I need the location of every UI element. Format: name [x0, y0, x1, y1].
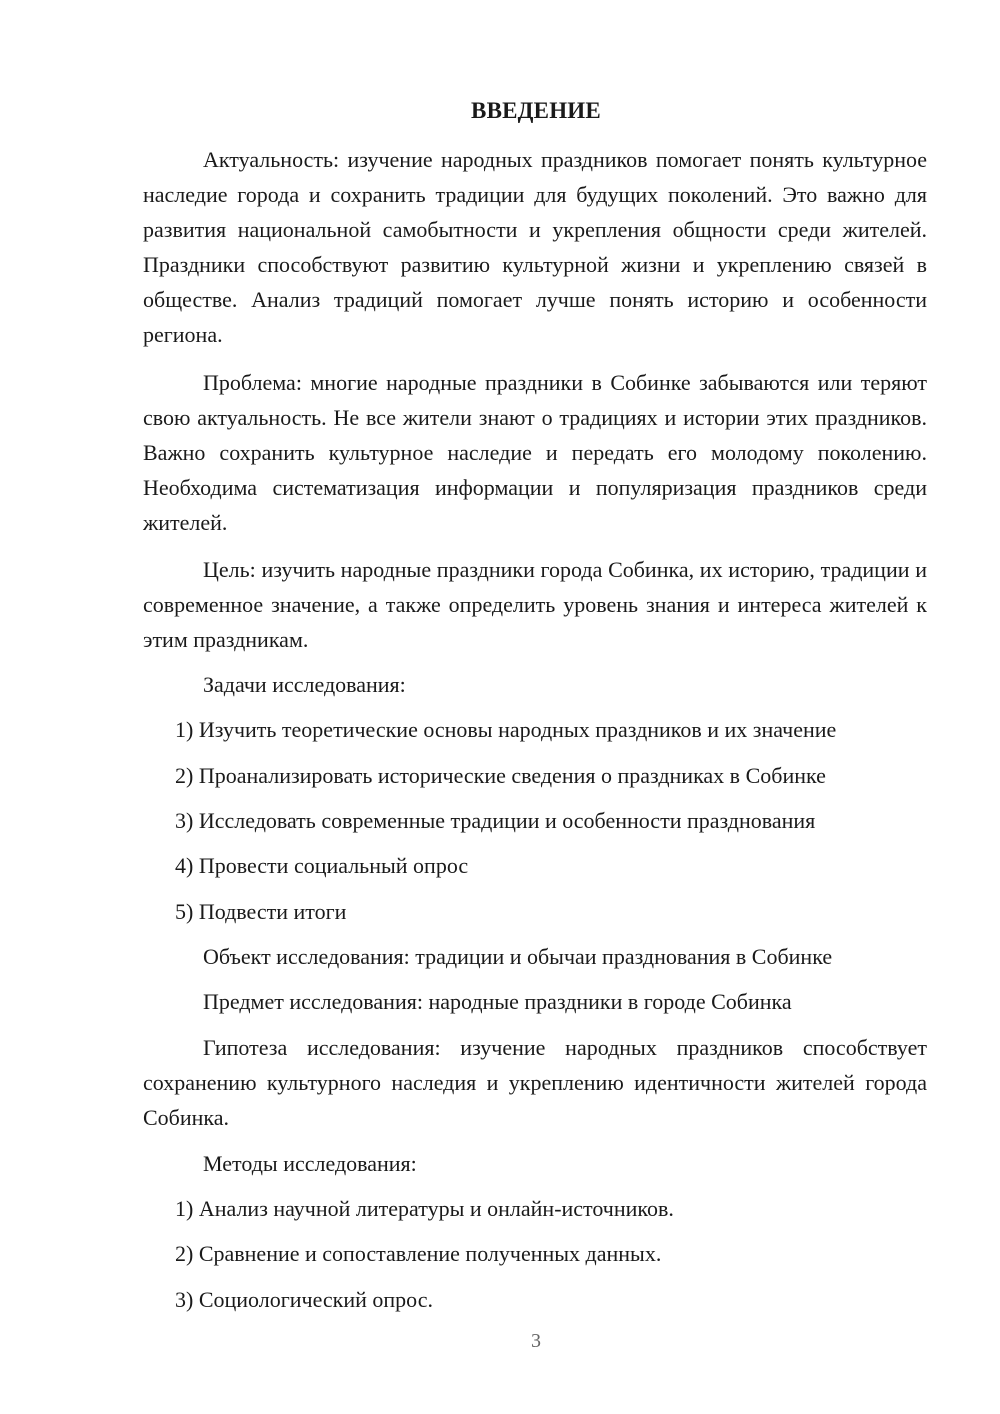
method-item: 2) Сравнение и сопоставление полученных данных. — [175, 1241, 662, 1266]
relevance-paragraph: Актуальность: изучение народных праздников помогает понять культурное наследие города и сохранить традиции для будущих поколений. Это важно для развития национальной самобытности и укрепления общности среди жителей. Праздники способствуют развитию культурной жизни и укреплению связей в обществе. Анализ традиций помогает лучше понять историю и особенности региона. — [143, 147, 927, 347]
task-item: 2) Проанализировать исторические сведения о праздниках в Собинке — [175, 763, 826, 788]
page-number: 3 — [531, 1330, 541, 1352]
task-item: 3) Исследовать современные традиции и особенности празднования — [175, 808, 816, 833]
tasks-heading: Задачи исследования: — [203, 672, 406, 697]
task-item: 1) Изучить теоретические основы народных праздников и их значение — [175, 717, 837, 742]
methods-heading: Методы исследования: — [203, 1151, 417, 1176]
task-item: 4) Провести социальный опрос — [175, 853, 469, 878]
research-object: Объект исследования: традиции и обычаи празднования в Собинке — [203, 944, 833, 969]
task-item: 5) Подвести итоги — [175, 899, 347, 924]
page-title: ВВЕДЕНИЕ — [471, 98, 601, 123]
method-item: 3) Социологический опрос. — [175, 1287, 433, 1312]
goal-paragraph: Цель: изучить народные праздники города Собинка, их историю, традиции и современное значение, а также определить уровень знания и интереса жителей к этим праздникам. — [143, 557, 927, 652]
problem-paragraph: Проблема: многие народные праздники в Собинке забываются или теряют свою актуальность. Не все жители знают о традициях и истории этих праздников. Важно сохранить культурное наследие и передать его молодому поколению. Необходима систематизация информации и популяризация праздников среди жителей. — [143, 370, 927, 535]
method-item: 1) Анализ научной литературы и онлайн-источников. — [175, 1196, 674, 1221]
research-subject: Предмет исследования: народные праздники в городе Собинка — [203, 989, 792, 1014]
hypothesis-paragraph: Гипотеза исследования: изучение народных праздников способствует сохранению культурного наследия и укреплению идентичности жителей города Собинка. — [143, 1035, 927, 1130]
